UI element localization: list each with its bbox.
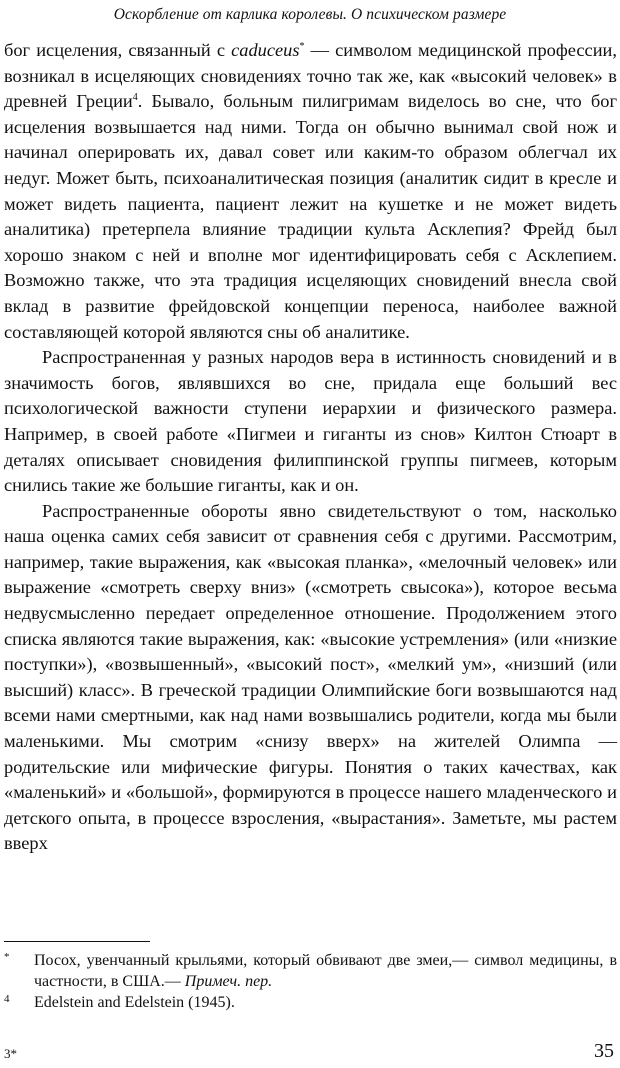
text-run: Распространенные обороты явно свидетельствуют о том, насколько наша оценка самих себя зависит от сравнения себя с другими. Рассмотрим, например, такие выражения, как «высокая планка», «мелочный человек» или выражение «смотреть сверху вниз» («смотреть свысока»), которое весьма недвусмысленно передает определенное отношение. Продолжением этого списка являются такие выражения, как: «высокие устремления» (или «низкие поступки»), «возвышенный», «высокий пост», «мелкий ум», «низший (или высший) класс». В греческой традиции Олимпийские боги возвышаются над всеми нами смертными, как над нами возвышались родители, когда мы были маленькими. Мы смотрим «снизу вверх» на жителей Олимпа — родительские или мифические фигуры. Понятия о таких качествах, как «маленький» и «большой», формируются в процессе нашего младенческого и детского опыта, в процессе взросления, «вырастания». Заметьте, мы растем вверх bbox=[4, 500, 617, 854]
footnote bbox=[4, 992, 617, 1013]
footnote-mark: * bbox=[4, 951, 10, 963]
running-head: Оскорбление от карлика королевы. О психическом размере bbox=[113, 6, 507, 23]
note-reference: 4 bbox=[132, 92, 138, 104]
italic-text: caduceus bbox=[231, 40, 300, 60]
text-run: Посох, увенчанный крыльями, который обвивают две змеи,— символ медицины, в частности, в США.— bbox=[34, 952, 617, 990]
page-number: 35 bbox=[594, 1040, 614, 1062]
footnote bbox=[4, 950, 617, 992]
footnotes bbox=[4, 950, 617, 1013]
text-run: Edelstein and Edelstein (1945). bbox=[34, 994, 235, 1011]
text-run: . Бывало, больным пилигримам виделось во сне, что бог исцеления возвышается над ними. Тогда он обычно вынимал свой нож и начинал оперировать их, давал совет или каким-то образом облегчал их недуг. Может быть, психоаналитическая позиция (аналитик сидит в кресле и может видеть пациента, пациент лежит на кушетке и не может видеть аналитика) претерпела влияние традиции культа Асклепия? Фрейд был хорошо знаком с ней и вполне мог идентифицировать себя с Асклепием. Возможно также, что эта традиция исцеляющих сновидений внесла свой вклад в развитие фрейдовской концепции переноса, наиболее важной составляющей которой являются сны об аналитике. bbox=[4, 91, 617, 342]
paragraph bbox=[4, 345, 617, 499]
italic-text: Примеч. пер. bbox=[184, 973, 273, 990]
signature-mark: 3* bbox=[4, 1046, 17, 1061]
footnote-separator bbox=[4, 941, 150, 942]
paragraph bbox=[4, 499, 617, 857]
footnote-mark: 4 bbox=[4, 993, 10, 1005]
text-run: бог исцеления, связанный с bbox=[4, 40, 232, 60]
text-run: — символом медицинской профессии, возникал в исцеляющих сновидениях точно так же, как «высокий человек» в древней Греции bbox=[4, 40, 617, 112]
note-reference: * bbox=[299, 40, 305, 52]
text-run: Распространенная у разных народов вера в истинность сновидений и в значимость богов, являвшихся во сне, придала еще больший вес психологической важности ступени иерархии и физического размера. Например, в своей работе «Пигмеи и гиганты из снов» Килтон Стюарт в деталях описывает сновидения филиппинской группы пигмеев, которым снились такие же большие гиганты, как и он. bbox=[4, 347, 617, 496]
paragraph bbox=[4, 38, 617, 345]
body-text bbox=[4, 38, 617, 857]
